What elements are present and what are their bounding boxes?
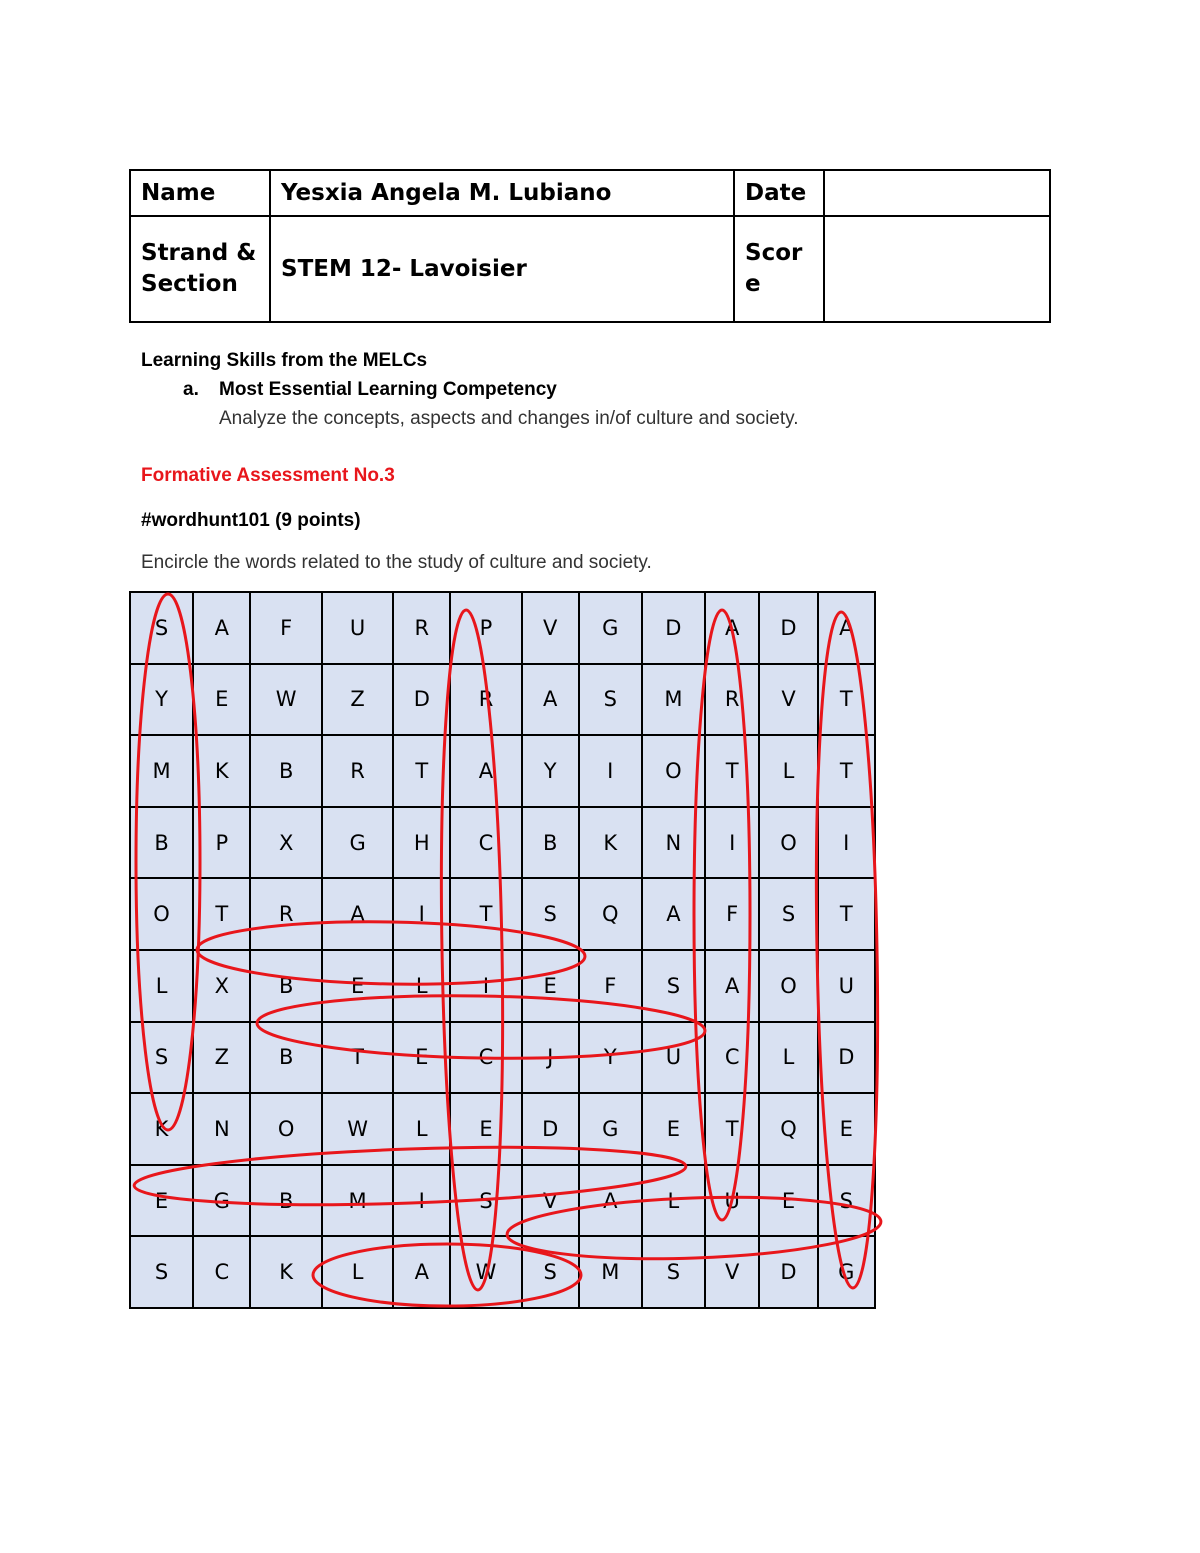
grid-row xyxy=(130,735,875,807)
grid-cell: B xyxy=(250,950,321,1022)
score-label: Score xyxy=(734,216,824,322)
grid-cell: F xyxy=(705,878,760,950)
grid-cell: U xyxy=(642,1022,705,1094)
strand-section-value: STEM 12- Lavoisier xyxy=(270,216,734,322)
grid-cell: T xyxy=(705,735,760,807)
grid-cell: I xyxy=(705,807,760,879)
grid-cell: R xyxy=(393,592,450,664)
grid-cell: E xyxy=(322,950,393,1022)
grid-cell: A xyxy=(193,592,250,664)
grid-cell: T xyxy=(818,664,875,736)
grid-cell: L xyxy=(759,735,817,807)
grid-cell: S xyxy=(130,1022,193,1094)
score-value xyxy=(824,216,1050,322)
grid-cell: S xyxy=(522,878,579,950)
grid-cell: E xyxy=(193,664,250,736)
list-marker: a. xyxy=(183,379,199,400)
grid-row xyxy=(130,1093,875,1165)
grid-cell: C xyxy=(450,807,521,879)
grid-cell: I xyxy=(818,807,875,879)
grid-cell: N xyxy=(193,1093,250,1165)
grid-cell: S xyxy=(522,1236,579,1308)
grid-cell: A xyxy=(705,950,760,1022)
grid-cell: R xyxy=(250,878,321,950)
grid-cell: M xyxy=(322,1165,393,1237)
grid-cell: C xyxy=(705,1022,760,1094)
grid-cell: E xyxy=(818,1093,875,1165)
grid-cell: W xyxy=(322,1093,393,1165)
grid-cell: T xyxy=(450,878,521,950)
grid-cell: S xyxy=(450,1165,521,1237)
grid-cell: D xyxy=(522,1093,579,1165)
grid-row xyxy=(130,592,875,664)
grid-cell: V xyxy=(522,592,579,664)
grid-cell: P xyxy=(193,807,250,879)
grid-cell: O xyxy=(642,735,705,807)
grid-cell: V xyxy=(522,1165,579,1237)
grid-cell: A xyxy=(705,592,760,664)
grid-cell: I xyxy=(393,878,450,950)
grid-row xyxy=(130,664,875,736)
grid-row xyxy=(130,1165,875,1237)
grid-cell: G xyxy=(322,807,393,879)
grid-cell: K xyxy=(250,1236,321,1308)
grid-cell: L xyxy=(759,1022,817,1094)
date-value xyxy=(824,170,1050,216)
grid-cell: A xyxy=(642,878,705,950)
grid-cell: K xyxy=(193,735,250,807)
grid-cell: P xyxy=(450,592,521,664)
grid-cell: E xyxy=(642,1093,705,1165)
grid-cell: R xyxy=(322,735,393,807)
grid-cell: T xyxy=(322,1022,393,1094)
grid-cell: O xyxy=(130,878,193,950)
competency-title: Most Essential Learning Competency xyxy=(219,379,557,400)
grid-cell: G xyxy=(193,1165,250,1237)
grid-cell: W xyxy=(250,664,321,736)
grid-cell: Y xyxy=(522,735,579,807)
grid-cell: M xyxy=(579,1236,642,1308)
grid-cell: R xyxy=(705,664,760,736)
grid-cell: E xyxy=(759,1165,817,1237)
grid-row xyxy=(130,878,875,950)
grid-cell: S xyxy=(759,878,817,950)
grid-cell: U xyxy=(322,592,393,664)
grid-cell: Y xyxy=(579,1022,642,1094)
skills-heading: Learning Skills from the MELCs xyxy=(141,350,428,371)
grid-cell: B xyxy=(522,807,579,879)
grid-cell: X xyxy=(250,807,321,879)
grid-cell: D xyxy=(642,592,705,664)
grid-cell: T xyxy=(393,735,450,807)
grid-cell: G xyxy=(579,1093,642,1165)
grid-cell: S xyxy=(130,592,193,664)
grid-cell: T xyxy=(818,878,875,950)
grid-cell: B xyxy=(250,1165,321,1237)
grid-cell: L xyxy=(393,1093,450,1165)
grid-cell: T xyxy=(705,1093,760,1165)
grid-cell: A xyxy=(450,735,521,807)
grid-cell: I xyxy=(579,735,642,807)
grid-cell: S xyxy=(818,1165,875,1237)
grid-cell: Z xyxy=(322,664,393,736)
grid-cell: H xyxy=(393,807,450,879)
grid-cell: Q xyxy=(759,1093,817,1165)
grid-cell: M xyxy=(642,664,705,736)
grid-cell: O xyxy=(250,1093,321,1165)
grid-cell: Q xyxy=(579,878,642,950)
word-search-grid xyxy=(129,591,876,1309)
strand-section-label: Strand & Section xyxy=(130,216,270,322)
grid-row xyxy=(130,1022,875,1094)
grid-cell: A xyxy=(393,1236,450,1308)
grid-cell: G xyxy=(818,1236,875,1308)
grid-cell: B xyxy=(250,735,321,807)
instruction-text: Encircle the words related to the study of culture and society. xyxy=(141,552,652,573)
grid-cell: Z xyxy=(193,1022,250,1094)
grid-cell: A xyxy=(818,592,875,664)
grid-cell: T xyxy=(193,878,250,950)
competency-text: Analyze the concepts, aspects and changes in/of culture and society. xyxy=(219,408,799,429)
grid-cell: L xyxy=(393,950,450,1022)
grid-cell: L xyxy=(642,1165,705,1237)
grid-cell: A xyxy=(322,878,393,950)
grid-cell: N xyxy=(642,807,705,879)
grid-cell: S xyxy=(642,950,705,1022)
grid-cell: C xyxy=(193,1236,250,1308)
grid-cell: U xyxy=(818,950,875,1022)
assessment-title: Formative Assessment No.3 xyxy=(141,465,395,486)
grid-cell: K xyxy=(579,807,642,879)
grid-cell: U xyxy=(705,1165,760,1237)
grid-cell: X xyxy=(193,950,250,1022)
grid-cell: E xyxy=(130,1165,193,1237)
grid-cell: O xyxy=(759,807,817,879)
grid-cell: G xyxy=(579,592,642,664)
name-value: Yesxia Angela M. Lubiano xyxy=(270,170,734,216)
grid-cell: L xyxy=(130,950,193,1022)
grid-cell: Y xyxy=(130,664,193,736)
grid-row xyxy=(130,807,875,879)
wordhunt-title: #wordhunt101 (9 points) xyxy=(141,510,361,531)
grid-cell: S xyxy=(579,664,642,736)
grid-cell: V xyxy=(705,1236,760,1308)
name-label: Name xyxy=(130,170,270,216)
grid-cell: W xyxy=(450,1236,521,1308)
grid-cell: F xyxy=(579,950,642,1022)
grid-cell: S xyxy=(642,1236,705,1308)
grid-cell: D xyxy=(818,1022,875,1094)
grid-cell: D xyxy=(393,664,450,736)
grid-cell: I xyxy=(450,950,521,1022)
grid-cell: E xyxy=(450,1093,521,1165)
grid-cell: F xyxy=(250,592,321,664)
grid-cell: L xyxy=(322,1236,393,1308)
grid-cell: B xyxy=(130,807,193,879)
grid-cell: T xyxy=(818,735,875,807)
grid-cell: A xyxy=(522,664,579,736)
grid-cell: I xyxy=(393,1165,450,1237)
grid-cell: D xyxy=(759,1236,817,1308)
grid-cell: C xyxy=(450,1022,521,1094)
student-info-table xyxy=(129,169,1051,323)
date-label: Date xyxy=(734,170,824,216)
grid-cell: O xyxy=(759,950,817,1022)
grid-cell: B xyxy=(250,1022,321,1094)
grid-cell: K xyxy=(130,1093,193,1165)
grid-row xyxy=(130,950,875,1022)
grid-cell: D xyxy=(759,592,817,664)
grid-row xyxy=(130,1236,875,1308)
grid-cell: M xyxy=(130,735,193,807)
grid-cell: J xyxy=(522,1022,579,1094)
grid-cell: V xyxy=(759,664,817,736)
grid-cell: A xyxy=(579,1165,642,1237)
grid-cell: E xyxy=(522,950,579,1022)
grid-cell: S xyxy=(130,1236,193,1308)
grid-cell: E xyxy=(393,1022,450,1094)
grid-cell: R xyxy=(450,664,521,736)
